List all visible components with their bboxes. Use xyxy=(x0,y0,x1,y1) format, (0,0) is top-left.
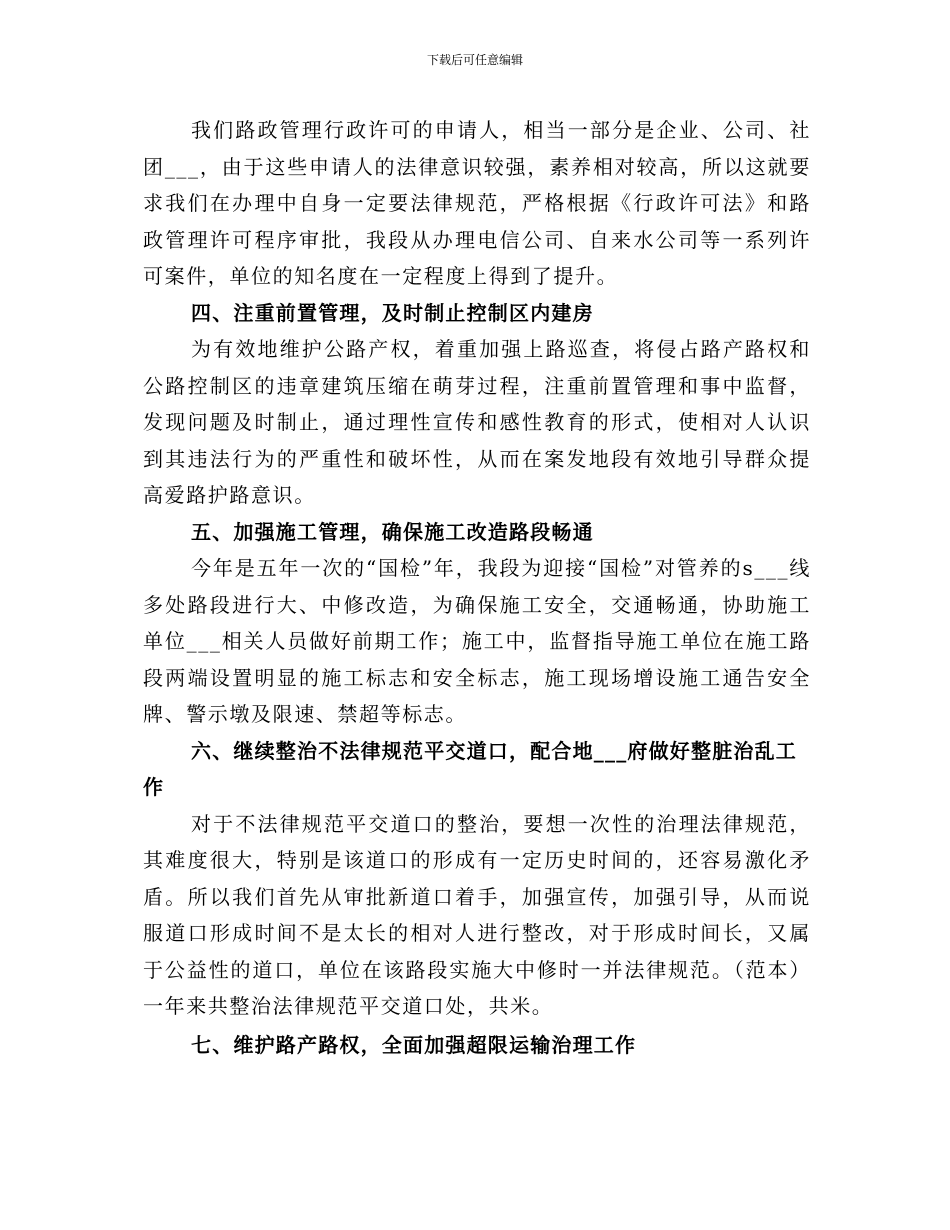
paragraph-construction-management: 今年是五年一次的“国检”年，我段为迎接“国检”对管养的s___线多处路段进行大、中修改造，为确保施工安全，交通畅通，协助施工单位___相关人员做好前期工作；施工中，监督指导施工单位在施工路段两端设置明显的施工标志和安全标志，施工现场增设施工通告安全牌、警示墩及限速、禁超等标志。 xyxy=(143,556,811,726)
paragraph-road-patrol: 为有效地维护公路产权，着重加强上路巡查，将侵占路产路权和公路控制区的违章建筑压缩在萌芽过程，注重前置管理和事中监督，发现问题及时制止，通过理性宣传和感性教育的形式，使相对人认识到其违法行为的严重性和破坏性，从而在案发地段有效地引导群众提高爱路护路意识。 xyxy=(143,337,811,507)
page-header: 下载后可任意编辑 xyxy=(426,53,523,67)
section-heading-7: 七、维护路产路权，全面加强超限运输治理工作 xyxy=(191,1032,637,1057)
section-heading-6: 六、继续整治不法律规范平交道口，配合地___府做好整脏治乱工作 xyxy=(143,738,797,799)
section-heading-5: 五、加强施工管理，确保施工改造路段畅通 xyxy=(191,519,594,544)
document-body xyxy=(143,112,811,1063)
section-heading-4: 四、注重前置管理，及时制止控制区内建房 xyxy=(191,300,594,325)
paragraph-permit-applicants: 我们路政管理行政许可的申请人，相当一部分是企业、公司、社团___，由于这些申请人的法律意识较强，素养相对较高，所以这就要求我们在办理中自身一定要法律规范，严格根据《行政许可法》和路政管理许可程序审批，我段从办理电信公司、自来水公司等一系列许可案件，单位的知名度在一定程度上得到了提升。 xyxy=(143,118,811,288)
paragraph-crossing-rectification: 对于不法律规范平交道口的整治，要想一次性的治理法律规范，其难度很大，特别是该道口的形成有一定历史时间的，还容易激化矛盾。所以我们首先从审批新道口着手，加强宣传，加强引导，从而说服道口形成时间不是太长的相对人进行整改，对于形成时间长，又属于公益性的道口，单位在该路段实施大中修时一并法律规范。（范本）一年来共整治法律规范平交道口处，共米。 xyxy=(143,811,811,1018)
